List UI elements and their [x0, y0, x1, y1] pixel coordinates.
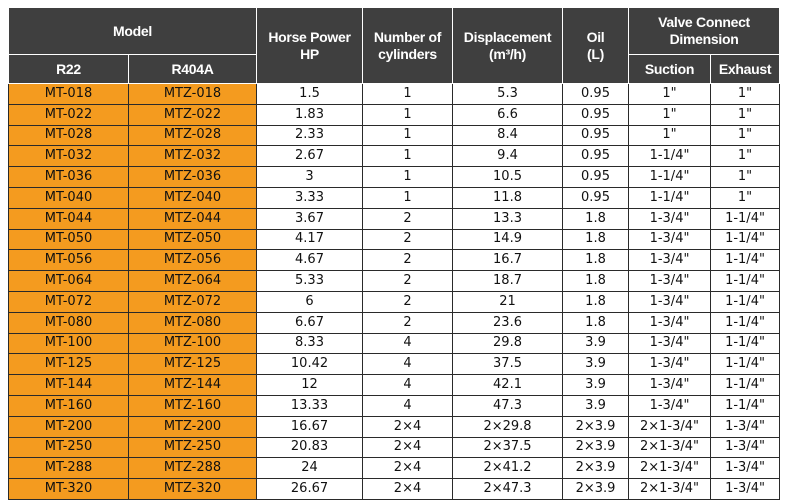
model-r22-cell: MT-032 — [9, 146, 129, 167]
header-cylinders — [363, 8, 453, 84]
header-valve-label: Valve Connect Dimension — [658, 14, 750, 47]
model-r22-cell: MT-072 — [9, 291, 129, 312]
displacement-cell: 2×47.3 — [453, 479, 563, 500]
horse-power-cell: 3 — [257, 167, 363, 188]
model-r404a-cell: MTZ-125 — [129, 354, 257, 375]
table-row — [9, 208, 780, 229]
cylinders-cell: 1 — [363, 187, 453, 208]
cylinders-cell: 1 — [363, 167, 453, 188]
oil-cell: 1.8 — [563, 208, 629, 229]
table-row — [9, 312, 780, 333]
exhaust-cell: 1-3/4" — [711, 437, 780, 458]
oil-cell: 0.95 — [563, 125, 629, 146]
cylinders-cell: 2 — [363, 291, 453, 312]
header-r404a: R404A — [129, 55, 257, 84]
table-row — [9, 167, 780, 188]
horse-power-cell: 13.33 — [257, 395, 363, 416]
cylinders-cell: 2 — [363, 229, 453, 250]
displacement-cell: 16.7 — [453, 250, 563, 271]
model-r404a-cell: MTZ-036 — [129, 167, 257, 188]
suction-cell: 1" — [629, 104, 711, 125]
model-r404a-cell: MTZ-320 — [129, 479, 257, 500]
suction-cell: 1-3/4" — [629, 271, 711, 292]
model-r404a-cell: MTZ-072 — [129, 291, 257, 312]
cylinders-cell: 4 — [363, 375, 453, 396]
table-row — [9, 229, 780, 250]
header-suction: Suction — [629, 55, 711, 84]
model-r22-cell: MT-288 — [9, 458, 129, 479]
model-r404a-cell: MTZ-032 — [129, 146, 257, 167]
table-row — [9, 84, 780, 105]
table-row — [9, 333, 780, 354]
table-row — [9, 291, 780, 312]
table-row — [9, 104, 780, 125]
table-row — [9, 416, 780, 437]
displacement-cell: 42.1 — [453, 375, 563, 396]
header-oil — [563, 8, 629, 84]
suction-cell: 1-3/4" — [629, 395, 711, 416]
exhaust-cell: 1-1/4" — [711, 333, 780, 354]
table-header — [9, 8, 780, 84]
horse-power-cell: 20.83 — [257, 437, 363, 458]
exhaust-cell: 1-1/4" — [711, 291, 780, 312]
oil-cell: 3.9 — [563, 333, 629, 354]
model-r404a-cell: MTZ-040 — [129, 187, 257, 208]
oil-cell: 0.95 — [563, 167, 629, 188]
horse-power-cell: 3.67 — [257, 208, 363, 229]
cylinders-cell: 1 — [363, 146, 453, 167]
exhaust-cell: 1-1/4" — [711, 354, 780, 375]
horse-power-cell: 16.67 — [257, 416, 363, 437]
oil-cell: 3.9 — [563, 375, 629, 396]
cylinders-cell: 2×4 — [363, 479, 453, 500]
displacement-cell: 5.3 — [453, 84, 563, 105]
header-horse-power — [257, 8, 363, 84]
cylinders-cell: 2×4 — [363, 416, 453, 437]
suction-cell: 1-1/4" — [629, 187, 711, 208]
displacement-cell: 23.6 — [453, 312, 563, 333]
suction-cell: 1-3/4" — [629, 229, 711, 250]
exhaust-cell: 1-1/4" — [711, 395, 780, 416]
table-body — [9, 84, 780, 500]
model-r22-cell: MT-050 — [9, 229, 129, 250]
table-row — [9, 271, 780, 292]
horse-power-cell: 4.17 — [257, 229, 363, 250]
table-row — [9, 437, 780, 458]
header-model: Model — [9, 8, 257, 55]
table-row — [9, 354, 780, 375]
exhaust-cell: 1" — [711, 187, 780, 208]
exhaust-cell: 1-1/4" — [711, 250, 780, 271]
table-row — [9, 375, 780, 396]
suction-cell: 2×1-3/4" — [629, 458, 711, 479]
exhaust-cell: 1" — [711, 104, 780, 125]
exhaust-cell: 1" — [711, 84, 780, 105]
model-r22-cell: MT-040 — [9, 187, 129, 208]
displacement-cell: 2×41.2 — [453, 458, 563, 479]
model-r404a-cell: MTZ-288 — [129, 458, 257, 479]
exhaust-cell: 1-3/4" — [711, 479, 780, 500]
model-r404a-cell: MTZ-250 — [129, 437, 257, 458]
model-r404a-cell: MTZ-028 — [129, 125, 257, 146]
model-r22-cell: MT-200 — [9, 416, 129, 437]
model-r404a-cell: MTZ-200 — [129, 416, 257, 437]
horse-power-cell: 12 — [257, 375, 363, 396]
model-r22-cell: MT-320 — [9, 479, 129, 500]
oil-cell: 0.95 — [563, 146, 629, 167]
oil-cell: 0.95 — [563, 104, 629, 125]
table-row — [9, 458, 780, 479]
displacement-cell: 2×29.8 — [453, 416, 563, 437]
model-r22-cell: MT-080 — [9, 312, 129, 333]
exhaust-cell: 1" — [711, 167, 780, 188]
oil-cell: 1.8 — [563, 271, 629, 292]
suction-cell: 1-3/4" — [629, 250, 711, 271]
table-row — [9, 125, 780, 146]
exhaust-cell: 1-1/4" — [711, 312, 780, 333]
displacement-cell: 2×37.5 — [453, 437, 563, 458]
displacement-cell: 14.9 — [453, 229, 563, 250]
header-oil-line1: Oil — [586, 28, 605, 45]
model-r404a-cell: MTZ-044 — [129, 208, 257, 229]
suction-cell: 1-3/4" — [629, 312, 711, 333]
displacement-cell: 10.5 — [453, 167, 563, 188]
model-r22-cell: MT-028 — [9, 125, 129, 146]
oil-cell: 2×3.9 — [563, 437, 629, 458]
oil-cell: 2×3.9 — [563, 458, 629, 479]
suction-cell: 1-3/4" — [629, 354, 711, 375]
cylinders-cell: 2×4 — [363, 458, 453, 479]
horse-power-cell: 4.67 — [257, 250, 363, 271]
model-r404a-cell: MTZ-100 — [129, 333, 257, 354]
header-horse-power-label: Horse Power HP — [268, 28, 351, 62]
oil-cell: 3.9 — [563, 395, 629, 416]
displacement-cell: 11.8 — [453, 187, 563, 208]
exhaust-cell: 1-1/4" — [711, 229, 780, 250]
displacement-cell: 6.6 — [453, 104, 563, 125]
suction-cell: 1-3/4" — [629, 375, 711, 396]
suction-cell: 1-3/4" — [629, 333, 711, 354]
model-r404a-cell: MTZ-080 — [129, 312, 257, 333]
displacement-cell: 18.7 — [453, 271, 563, 292]
suction-cell: 1-3/4" — [629, 291, 711, 312]
suction-cell: 2×1-3/4" — [629, 479, 711, 500]
horse-power-cell: 2.33 — [257, 125, 363, 146]
oil-cell: 0.95 — [563, 84, 629, 105]
table-row — [9, 187, 780, 208]
model-r22-cell: MT-064 — [9, 271, 129, 292]
model-r22-cell: MT-144 — [9, 375, 129, 396]
cylinders-cell: 2 — [363, 208, 453, 229]
horse-power-cell: 24 — [257, 458, 363, 479]
suction-cell: 1-1/4" — [629, 146, 711, 167]
header-oil-line2: (L) — [587, 45, 604, 62]
cylinders-cell: 2×4 — [363, 437, 453, 458]
suction-cell: 2×1-3/4" — [629, 437, 711, 458]
oil-cell: 3.9 — [563, 354, 629, 375]
cylinders-cell: 2 — [363, 312, 453, 333]
displacement-cell: 47.3 — [453, 395, 563, 416]
oil-cell: 0.95 — [563, 187, 629, 208]
header-exhaust: Exhaust — [711, 55, 780, 84]
model-r404a-cell: MTZ-018 — [129, 84, 257, 105]
horse-power-cell: 5.33 — [257, 271, 363, 292]
model-r404a-cell: MTZ-144 — [129, 375, 257, 396]
cylinders-cell: 2 — [363, 250, 453, 271]
exhaust-cell: 1-1/4" — [711, 375, 780, 396]
horse-power-cell: 1.83 — [257, 104, 363, 125]
table-row — [9, 395, 780, 416]
horse-power-cell: 1.5 — [257, 84, 363, 105]
cylinders-cell: 2 — [363, 271, 453, 292]
exhaust-cell: 1-3/4" — [711, 458, 780, 479]
model-r22-cell: MT-125 — [9, 354, 129, 375]
oil-cell: 1.8 — [563, 229, 629, 250]
cylinders-cell: 4 — [363, 395, 453, 416]
displacement-cell: 29.8 — [453, 333, 563, 354]
model-r22-cell: MT-160 — [9, 395, 129, 416]
horse-power-cell: 10.42 — [257, 354, 363, 375]
oil-cell: 2×3.9 — [563, 479, 629, 500]
model-r22-cell: MT-100 — [9, 333, 129, 354]
model-r404a-cell: MTZ-064 — [129, 271, 257, 292]
model-r22-cell: MT-056 — [9, 250, 129, 271]
header-valve — [629, 8, 780, 55]
suction-cell: 1-1/4" — [629, 167, 711, 188]
horse-power-cell: 3.33 — [257, 187, 363, 208]
cylinders-cell: 1 — [363, 104, 453, 125]
table-row — [9, 146, 780, 167]
exhaust-cell: 1" — [711, 146, 780, 167]
horse-power-cell: 6.67 — [257, 312, 363, 333]
oil-cell: 1.8 — [563, 312, 629, 333]
cylinders-cell: 4 — [363, 354, 453, 375]
header-r22: R22 — [9, 55, 129, 84]
table-row — [9, 479, 780, 500]
model-r22-cell: MT-036 — [9, 167, 129, 188]
model-r22-cell: MT-044 — [9, 208, 129, 229]
header-displacement-line2: (m³/h) — [488, 45, 527, 62]
header-displacement — [453, 8, 563, 84]
header-cylinders-label: Number of cylinders — [373, 28, 442, 62]
exhaust-cell: 1" — [711, 125, 780, 146]
cylinders-cell: 1 — [363, 84, 453, 105]
displacement-cell: 13.3 — [453, 208, 563, 229]
suction-cell: 1" — [629, 84, 711, 105]
oil-cell: 1.8 — [563, 291, 629, 312]
horse-power-cell: 6 — [257, 291, 363, 312]
suction-cell: 1-3/4" — [629, 208, 711, 229]
cylinders-cell: 1 — [363, 125, 453, 146]
exhaust-cell: 1-1/4" — [711, 271, 780, 292]
model-r22-cell: MT-250 — [9, 437, 129, 458]
displacement-cell: 37.5 — [453, 354, 563, 375]
table-row — [9, 250, 780, 271]
cylinders-cell: 4 — [363, 333, 453, 354]
displacement-cell: 21 — [453, 291, 563, 312]
header-displacement-line1: Displacement — [463, 28, 552, 45]
exhaust-cell: 1-3/4" — [711, 416, 780, 437]
horse-power-cell: 8.33 — [257, 333, 363, 354]
model-r404a-cell: MTZ-160 — [129, 395, 257, 416]
model-r404a-cell: MTZ-050 — [129, 229, 257, 250]
model-r22-cell: MT-018 — [9, 84, 129, 105]
model-r404a-cell: MTZ-022 — [129, 104, 257, 125]
compressor-spec-table — [8, 7, 780, 500]
displacement-cell: 8.4 — [453, 125, 563, 146]
exhaust-cell: 1-1/4" — [711, 208, 780, 229]
suction-cell: 2×1-3/4" — [629, 416, 711, 437]
model-r22-cell: MT-022 — [9, 104, 129, 125]
oil-cell: 2×3.9 — [563, 416, 629, 437]
horse-power-cell: 2.67 — [257, 146, 363, 167]
model-r404a-cell: MTZ-056 — [129, 250, 257, 271]
suction-cell: 1" — [629, 125, 711, 146]
oil-cell: 1.8 — [563, 250, 629, 271]
horse-power-cell: 26.67 — [257, 479, 363, 500]
displacement-cell: 9.4 — [453, 146, 563, 167]
